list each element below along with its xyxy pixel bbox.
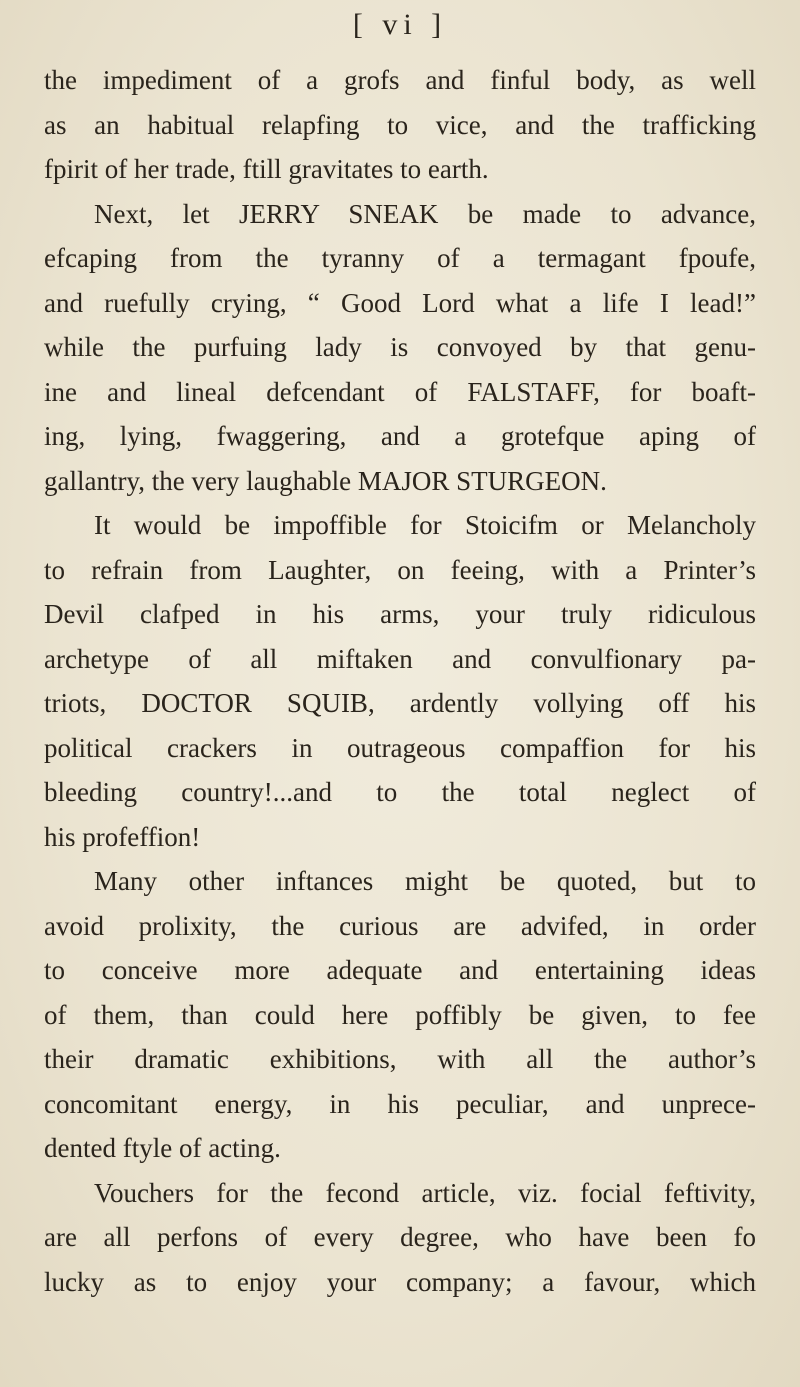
text-line: the impediment of a grofs and finful body, as well	[44, 65, 756, 95]
text-line: dented ftyle of acting.	[44, 1133, 281, 1163]
text-line: bleeding country!...and to the total neglect of	[44, 777, 756, 807]
text-line: fpirit of her trade, ftill gravitates to earth.	[44, 154, 489, 184]
text-line: his profeffion!	[44, 821, 201, 852]
text-line: of them, than could here poffibly be given, to fee	[44, 999, 756, 1030]
text-line: Many other inftances might be quoted, but to	[94, 866, 756, 896]
text-line: efcaping from the tyranny of a termagant fpoufe,	[44, 243, 756, 273]
text-line: concomitant energy, in his peculiar, and unprece-	[44, 1088, 756, 1119]
text-line: Next, let JERRY SNEAK be made to advance,	[94, 198, 756, 229]
text-line: triots, DOCTOR SQUIB, ardently vollying off his	[44, 688, 756, 718]
text-line: political crackers in outrageous compaffion for his	[44, 732, 756, 763]
text-line: ine and lineal defcendant of FALSTAFF, for boaft-	[44, 376, 756, 407]
text-line: avoid prolixity, the curious are advifed, in order	[44, 910, 756, 941]
text-line: archetype of all miftaken and convulfionary pa-	[44, 643, 756, 674]
text-line: to refrain from Laughter, on feeing, with a Printer’s	[44, 554, 756, 585]
text-line: their dramatic exhibitions, with all the author’s	[44, 1044, 756, 1074]
text-line: Devil clafped in his arms, your truly ridiculous	[44, 599, 756, 629]
text-line: and ruefully crying, “ Good Lord what a life I lead!”	[44, 287, 756, 318]
text-line: lucky as to enjoy your company; a favour, which	[44, 1266, 756, 1297]
text-line: while the purfuing lady is convoyed by that genu-	[44, 332, 756, 362]
text-line: It would be impoffible for Stoicifm or Melancholy	[94, 510, 756, 540]
text-line: ing, lying, fwaggering, and a grotefque aping of	[44, 421, 756, 451]
body-text	[44, 58, 756, 1304]
text-line: to conceive more adequate and entertaining ideas	[44, 955, 756, 985]
text-line: Vouchers for the fecond article, viz. focial feftivity,	[94, 1177, 756, 1208]
text-line: as an habitual relapfing to vice, and the trafficking	[44, 109, 756, 140]
text-line: are all perfons of every degree, who have been fo	[44, 1222, 756, 1252]
page-number: [ vi ]	[352, 8, 448, 41]
text-line: gallantry, the very laughable MAJOR STURGEON.	[44, 465, 607, 496]
